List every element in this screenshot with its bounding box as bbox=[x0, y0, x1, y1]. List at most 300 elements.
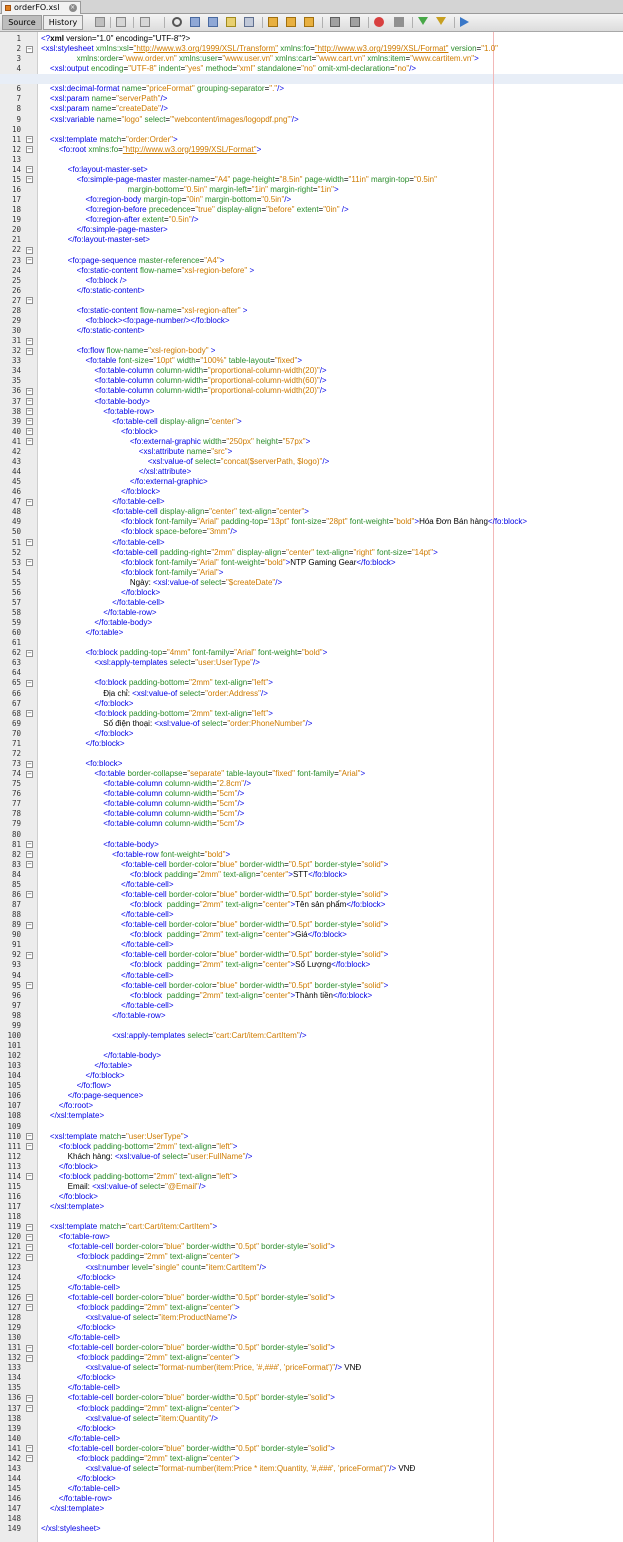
fold-toggle-icon[interactable]: − bbox=[27, 296, 32, 305]
code-token: "1.0" bbox=[481, 44, 498, 54]
code-token: "item:CartItem" bbox=[205, 1262, 260, 1272]
line-number: 64 bbox=[11, 668, 21, 678]
code-line[interactable] bbox=[41, 1101, 93, 1111]
code-line[interactable] bbox=[41, 64, 416, 74]
code-token: font-family bbox=[153, 557, 193, 567]
code-line[interactable] bbox=[41, 588, 160, 598]
line-number: 33 bbox=[11, 356, 21, 366]
code-line[interactable] bbox=[41, 1182, 206, 1192]
code-line[interactable] bbox=[41, 578, 282, 588]
code-line[interactable] bbox=[41, 477, 208, 487]
code-token: </fo:table-cell> bbox=[41, 910, 174, 920]
code-token: = bbox=[139, 1302, 145, 1312]
toggle-highlight-icon[interactable] bbox=[226, 17, 236, 27]
code-line[interactable] bbox=[41, 981, 388, 991]
code-token: </fo:static-content> bbox=[41, 326, 145, 336]
fold-toggle-icon[interactable]: − bbox=[27, 256, 32, 265]
code-token: = bbox=[247, 678, 252, 688]
code-line[interactable] bbox=[41, 185, 339, 195]
code-line[interactable] bbox=[41, 850, 230, 860]
code-line[interactable] bbox=[41, 1333, 120, 1343]
code-line[interactable] bbox=[41, 658, 260, 668]
fold-toggle-icon[interactable]: − bbox=[27, 709, 32, 718]
code-token: version bbox=[448, 44, 477, 54]
shift-left-icon[interactable] bbox=[330, 17, 340, 27]
code-line[interactable] bbox=[41, 34, 190, 44]
code-line[interactable] bbox=[41, 447, 232, 457]
fold-toggle-icon[interactable]: − bbox=[27, 860, 32, 869]
next-bookmark-icon[interactable] bbox=[286, 17, 296, 27]
code-line[interactable] bbox=[41, 960, 370, 970]
code-line[interactable] bbox=[41, 1152, 252, 1162]
code-line[interactable] bbox=[41, 507, 309, 517]
code-line[interactable] bbox=[41, 1464, 415, 1474]
code-line[interactable] bbox=[41, 1252, 240, 1262]
code-line[interactable] bbox=[41, 1011, 166, 1021]
code-token: </fo:table-body> bbox=[41, 618, 153, 628]
line-number: 41 bbox=[11, 436, 21, 446]
line-number: 7 bbox=[16, 94, 21, 104]
code-token: font-size bbox=[289, 517, 322, 527]
fold-toggle-icon[interactable]: − bbox=[27, 950, 32, 959]
fold-toggle-icon[interactable]: − bbox=[27, 1242, 32, 1251]
code-line[interactable] bbox=[41, 799, 244, 809]
fold-toggle-icon[interactable]: − bbox=[27, 1303, 32, 1312]
line-number: 93 bbox=[11, 960, 21, 970]
code-token: > bbox=[474, 54, 479, 64]
stop-macro-recording-icon[interactable] bbox=[394, 17, 404, 27]
fold-toggle-icon[interactable]: − bbox=[27, 165, 32, 174]
code-line[interactable] bbox=[41, 346, 215, 356]
right-margin-line bbox=[493, 32, 494, 1542]
code-line[interactable] bbox=[41, 467, 191, 477]
code-token: /> bbox=[191, 215, 199, 225]
code-token: = bbox=[123, 64, 129, 74]
code-token: <fo:block bbox=[41, 960, 165, 970]
code-token: table-layout bbox=[226, 356, 271, 366]
code-line[interactable] bbox=[41, 1061, 132, 1071]
fold-toggle-icon[interactable]: − bbox=[27, 920, 32, 929]
code-token: = bbox=[312, 185, 318, 195]
code-token: "center" bbox=[262, 990, 291, 1000]
code-line[interactable] bbox=[41, 1242, 335, 1252]
fold-toggle-icon[interactable]: − bbox=[27, 245, 32, 254]
code-line[interactable] bbox=[41, 1343, 335, 1353]
line-number: 24 bbox=[11, 265, 21, 275]
code-line[interactable] bbox=[41, 568, 223, 578]
line-number: 115 bbox=[7, 1181, 21, 1191]
code-line[interactable] bbox=[41, 598, 165, 608]
code-line[interactable] bbox=[41, 1504, 104, 1514]
code-line[interactable] bbox=[41, 84, 284, 94]
code-line[interactable] bbox=[41, 1444, 335, 1454]
code-token: = bbox=[195, 990, 200, 1000]
code-line[interactable] bbox=[41, 1484, 120, 1494]
code-token: > bbox=[225, 849, 231, 859]
code-line[interactable] bbox=[41, 286, 145, 296]
xsl-transformation-icon[interactable] bbox=[460, 17, 469, 27]
code-token: name bbox=[184, 446, 207, 456]
code-line[interactable] bbox=[41, 699, 133, 709]
code-line[interactable] bbox=[41, 306, 247, 316]
code-line[interactable] bbox=[41, 920, 388, 930]
code-line[interactable] bbox=[41, 1404, 240, 1414]
code-token: = bbox=[211, 980, 217, 990]
code-line[interactable] bbox=[41, 205, 349, 215]
code-line[interactable] bbox=[41, 1071, 125, 1081]
toggle-bookmark-icon[interactable] bbox=[304, 17, 314, 27]
code-line[interactable] bbox=[41, 840, 159, 850]
code-line[interactable] bbox=[41, 1001, 174, 1011]
line-number: 8 bbox=[16, 104, 21, 114]
code-line[interactable] bbox=[41, 366, 327, 376]
code-line[interactable] bbox=[41, 1081, 111, 1091]
code-token: = bbox=[121, 134, 126, 144]
code-line[interactable] bbox=[41, 910, 174, 920]
code-line[interactable] bbox=[41, 115, 299, 125]
code-token: border-color bbox=[166, 859, 212, 869]
line-number: 30 bbox=[11, 326, 21, 336]
code-token: "solid" bbox=[308, 1292, 331, 1302]
code-token: "logo" bbox=[121, 114, 143, 124]
code-line[interactable] bbox=[41, 819, 244, 829]
code-line[interactable] bbox=[41, 135, 178, 145]
code-token: xmlns:fo bbox=[86, 144, 119, 154]
code-token: <fo:table-cell bbox=[41, 889, 167, 899]
back-icon[interactable] bbox=[116, 17, 126, 27]
fold-toggle-icon[interactable]: − bbox=[27, 1222, 32, 1231]
fold-toggle-icon[interactable]: − bbox=[27, 1293, 32, 1302]
code-line[interactable] bbox=[41, 397, 150, 407]
previous-bookmark-icon[interactable] bbox=[268, 17, 278, 27]
code-line[interactable] bbox=[41, 427, 158, 437]
code-line[interactable] bbox=[41, 608, 157, 618]
code-line[interactable] bbox=[41, 195, 291, 205]
fold-toggle-icon[interactable]: − bbox=[27, 175, 32, 184]
code-token: space-before bbox=[153, 527, 203, 537]
code-token: "2mm" bbox=[144, 1453, 168, 1463]
code-token: "2mm" bbox=[189, 678, 213, 688]
code-line[interactable] bbox=[41, 1273, 116, 1283]
line-number: 98 bbox=[11, 1010, 21, 1020]
code-line[interactable] bbox=[41, 860, 388, 870]
code-line[interactable] bbox=[41, 517, 527, 527]
code-line[interactable] bbox=[41, 991, 372, 1001]
code-token: <fo:block bbox=[41, 930, 165, 940]
code-line[interactable] bbox=[41, 880, 174, 890]
fold-toggle-icon[interactable]: − bbox=[27, 678, 32, 687]
code-line[interactable] bbox=[41, 497, 165, 507]
find-next-icon[interactable] bbox=[208, 17, 218, 27]
code-line[interactable] bbox=[41, 739, 125, 749]
fold-toggle-icon[interactable]: − bbox=[27, 840, 32, 849]
code-line[interactable] bbox=[41, 1142, 237, 1152]
code-token: <fo:block bbox=[41, 1403, 109, 1413]
code-line[interactable] bbox=[41, 487, 160, 497]
code-line[interactable] bbox=[41, 165, 148, 175]
code-line[interactable] bbox=[41, 769, 365, 779]
code-line[interactable] bbox=[41, 971, 174, 981]
code-line[interactable] bbox=[41, 437, 310, 447]
fold-toggle-icon[interactable]: − bbox=[27, 981, 32, 990]
fold-toggle-icon[interactable]: − bbox=[27, 1393, 32, 1402]
fold-toggle-icon[interactable]: − bbox=[27, 1232, 32, 1241]
code-line[interactable] bbox=[41, 266, 254, 276]
code-line[interactable] bbox=[41, 356, 302, 366]
code-token: /> bbox=[160, 94, 168, 104]
code-token: Giá bbox=[295, 930, 308, 940]
fold-toggle-icon[interactable]: − bbox=[27, 497, 32, 506]
code-line[interactable] bbox=[41, 618, 152, 628]
line-number: 57 bbox=[11, 597, 21, 607]
code-token: padding bbox=[108, 1453, 140, 1463]
fold-toggle-icon[interactable]: − bbox=[27, 1454, 32, 1463]
code-line[interactable] bbox=[41, 940, 174, 950]
code-token: Tên sản phẩm bbox=[295, 900, 347, 910]
tab-history[interactable]: History bbox=[43, 15, 83, 30]
code-line[interactable] bbox=[41, 1373, 116, 1383]
code-line[interactable] bbox=[41, 1323, 116, 1333]
fold-toggle-icon[interactable]: − bbox=[27, 135, 32, 144]
code-line[interactable] bbox=[41, 890, 388, 900]
code-line[interactable] bbox=[41, 1383, 120, 1393]
code-line[interactable] bbox=[41, 779, 251, 789]
fold-toggle-icon[interactable]: − bbox=[27, 386, 32, 395]
code-line[interactable] bbox=[41, 225, 168, 235]
code-token: > bbox=[383, 889, 389, 899]
code-line[interactable] bbox=[41, 1434, 120, 1444]
code-token: = bbox=[211, 920, 217, 930]
fold-toggle-icon[interactable]: − bbox=[27, 1343, 32, 1352]
code-token: <fo:block bbox=[41, 527, 154, 537]
code-line[interactable] bbox=[41, 1293, 335, 1303]
code-line[interactable] bbox=[41, 1393, 335, 1403]
code-line[interactable] bbox=[41, 1414, 218, 1424]
fold-toggle-icon[interactable]: − bbox=[27, 397, 32, 406]
code-line[interactable] bbox=[41, 870, 347, 880]
code-line[interactable] bbox=[41, 900, 385, 910]
code-line[interactable] bbox=[41, 1162, 98, 1172]
code-line[interactable] bbox=[41, 950, 388, 960]
code-line[interactable] bbox=[41, 235, 150, 245]
line-number: 100 bbox=[7, 1030, 21, 1040]
last-edit-icon[interactable] bbox=[95, 17, 105, 27]
fold-toggle-icon[interactable]: − bbox=[27, 1252, 32, 1261]
code-token: display-align bbox=[214, 205, 262, 215]
code-token: flow-name bbox=[137, 305, 177, 315]
code-token: /> bbox=[319, 366, 327, 376]
code-line[interactable] bbox=[41, 44, 498, 54]
code-token: text-align bbox=[177, 1141, 212, 1151]
code-token: </fo:table-cell> bbox=[41, 1333, 121, 1343]
code-token: "no" bbox=[394, 64, 410, 74]
code-line[interactable] bbox=[41, 1192, 98, 1202]
code-token: padding bbox=[164, 960, 196, 970]
code-line[interactable] bbox=[41, 1454, 240, 1464]
code-line[interactable] bbox=[41, 1202, 104, 1212]
code-line[interactable] bbox=[41, 548, 438, 558]
code-line[interactable] bbox=[41, 256, 224, 266]
fold-toggle-icon[interactable]: − bbox=[27, 44, 32, 53]
code-token: = bbox=[232, 64, 237, 74]
code-token: "0.5pt" bbox=[288, 980, 313, 990]
fold-toggle-icon[interactable]: − bbox=[27, 1444, 32, 1453]
toggle-rectangular-selection-icon[interactable] bbox=[244, 17, 254, 27]
code-token: <fo:block bbox=[41, 869, 163, 879]
code-line[interactable] bbox=[41, 558, 396, 568]
file-tab[interactable] bbox=[1, 1, 81, 14]
code-line[interactable] bbox=[41, 719, 312, 729]
code-token: method bbox=[203, 64, 233, 74]
line-number: 96 bbox=[11, 990, 21, 1000]
fold-toggle-icon[interactable]: − bbox=[27, 407, 32, 416]
close-tab-icon[interactable]: × bbox=[70, 4, 76, 11]
code-token: = bbox=[409, 174, 414, 184]
code-token: <fo:block> bbox=[41, 426, 158, 436]
code-line[interactable] bbox=[41, 527, 237, 537]
code-line[interactable] bbox=[41, 538, 165, 548]
code-token: = bbox=[476, 44, 482, 54]
code-line[interactable] bbox=[41, 1494, 112, 1504]
code-line[interactable] bbox=[41, 276, 127, 286]
fold-toggle-icon[interactable]: − bbox=[27, 1353, 32, 1362]
code-line[interactable] bbox=[41, 729, 133, 739]
fold-toggle-icon[interactable]: − bbox=[27, 427, 32, 436]
start-macro-recording-icon[interactable] bbox=[374, 17, 384, 27]
code-token: = bbox=[256, 195, 262, 205]
fold-toggle-icon[interactable]: − bbox=[27, 437, 32, 446]
line-number: 101 bbox=[7, 1041, 21, 1050]
code-line[interactable] bbox=[41, 789, 244, 799]
fold-toggle-icon[interactable]: − bbox=[27, 336, 32, 345]
code-line[interactable] bbox=[41, 689, 268, 699]
code-line[interactable] bbox=[41, 417, 242, 427]
code-line[interactable] bbox=[41, 759, 122, 769]
code-line[interactable] bbox=[41, 1524, 101, 1534]
fold-toggle-icon[interactable]: − bbox=[27, 417, 32, 426]
code-token: = bbox=[222, 718, 228, 728]
forward-icon[interactable] bbox=[140, 17, 150, 27]
code-token: border-width bbox=[184, 1443, 231, 1453]
code-line[interactable] bbox=[41, 215, 199, 225]
code-line[interactable] bbox=[41, 1303, 240, 1313]
code-line[interactable] bbox=[41, 1091, 143, 1101]
code-token: </fo:block> bbox=[346, 900, 386, 910]
code-line[interactable] bbox=[41, 1263, 266, 1273]
validate-xml-icon[interactable] bbox=[436, 17, 446, 25]
code-line[interactable] bbox=[41, 326, 145, 336]
code-line[interactable] bbox=[41, 386, 327, 396]
code-line[interactable] bbox=[41, 1474, 116, 1484]
code-line[interactable] bbox=[41, 1051, 161, 1061]
fold-toggle-icon[interactable]: − bbox=[27, 145, 32, 154]
fold-toggle-icon[interactable]: − bbox=[27, 769, 32, 778]
code-line[interactable] bbox=[41, 457, 329, 467]
find-previous-icon[interactable] bbox=[190, 17, 200, 27]
code-line[interactable] bbox=[41, 1363, 361, 1373]
code-line[interactable] bbox=[41, 1424, 116, 1434]
code-token: height bbox=[253, 436, 278, 446]
code-line[interactable] bbox=[41, 145, 261, 155]
code-line[interactable] bbox=[41, 628, 123, 638]
fold-toggle-icon[interactable]: − bbox=[27, 346, 32, 355]
fold-toggle-icon[interactable]: − bbox=[27, 538, 32, 546]
fold-toggle-icon[interactable]: − bbox=[27, 648, 32, 657]
fold-toggle-icon[interactable]: − bbox=[27, 1132, 32, 1141]
line-number: 102 bbox=[7, 1051, 21, 1061]
fold-toggle-icon[interactable]: − bbox=[27, 1404, 32, 1413]
code-token: font-family bbox=[153, 517, 193, 527]
code-token: = bbox=[215, 456, 221, 466]
code-line[interactable] bbox=[41, 175, 437, 185]
code-line[interactable] bbox=[41, 1172, 237, 1182]
code-token: = bbox=[284, 950, 289, 960]
code-line[interactable] bbox=[41, 376, 327, 386]
code-token: = bbox=[321, 517, 327, 527]
fold-toggle-icon[interactable]: − bbox=[27, 890, 32, 899]
code-line[interactable] bbox=[41, 1313, 237, 1323]
code-line[interactable] bbox=[41, 316, 230, 326]
code-token: <fo:table-cell bbox=[41, 950, 167, 960]
code-line[interactable] bbox=[41, 1031, 307, 1041]
fold-toggle-icon[interactable]: − bbox=[27, 850, 32, 859]
code-token: > bbox=[304, 507, 309, 517]
code-line[interactable] bbox=[41, 94, 167, 104]
code-token: "right" bbox=[353, 547, 375, 557]
shift-right-icon[interactable] bbox=[350, 17, 360, 27]
check-xml-icon[interactable] bbox=[418, 17, 428, 25]
code-line[interactable] bbox=[41, 1132, 188, 1142]
code-line[interactable] bbox=[41, 407, 154, 417]
code-line[interactable] bbox=[41, 709, 273, 719]
code-line[interactable] bbox=[41, 648, 327, 658]
code-line[interactable] bbox=[41, 1232, 110, 1242]
code-token: = bbox=[255, 869, 261, 879]
code-line[interactable] bbox=[41, 1222, 217, 1232]
code-token: <fo:block><fo:page-number/></fo:block> bbox=[41, 315, 230, 325]
fold-toggle-icon[interactable]: − bbox=[27, 1172, 32, 1181]
code-line[interactable] bbox=[41, 809, 244, 819]
code-token: "0.5pt" bbox=[288, 889, 313, 899]
code-token: <fo:table-cell bbox=[41, 1443, 114, 1453]
fold-toggle-icon[interactable]: − bbox=[27, 1142, 32, 1151]
fold-toggle-icon[interactable]: − bbox=[27, 558, 32, 567]
code-token: > bbox=[227, 446, 233, 456]
code-token: <xsl:value-of bbox=[92, 1181, 138, 1191]
code-line[interactable] bbox=[41, 104, 168, 114]
code-token: select bbox=[199, 718, 223, 728]
code-line[interactable] bbox=[41, 54, 479, 64]
find-icon[interactable] bbox=[172, 17, 182, 27]
code-token: > bbox=[232, 1171, 238, 1181]
code-line[interactable] bbox=[41, 1283, 120, 1293]
code-token: "A4" bbox=[204, 255, 220, 265]
fold-toggle-icon[interactable]: − bbox=[27, 759, 32, 768]
code-token: padding-top bbox=[117, 648, 163, 658]
code-token: /> bbox=[389, 1463, 397, 1473]
code-token: select bbox=[130, 1312, 154, 1322]
code-token: border-style bbox=[258, 1343, 304, 1353]
code-token: /> bbox=[230, 1312, 238, 1322]
code-token: width bbox=[200, 436, 222, 446]
tab-source[interactable]: Source bbox=[2, 15, 42, 30]
code-line[interactable] bbox=[41, 1353, 240, 1363]
code-line[interactable] bbox=[41, 678, 273, 688]
code-token: font-weight bbox=[255, 648, 298, 658]
code-line[interactable] bbox=[41, 1111, 104, 1121]
code-line[interactable] bbox=[41, 930, 347, 940]
code-token: = bbox=[284, 859, 289, 869]
